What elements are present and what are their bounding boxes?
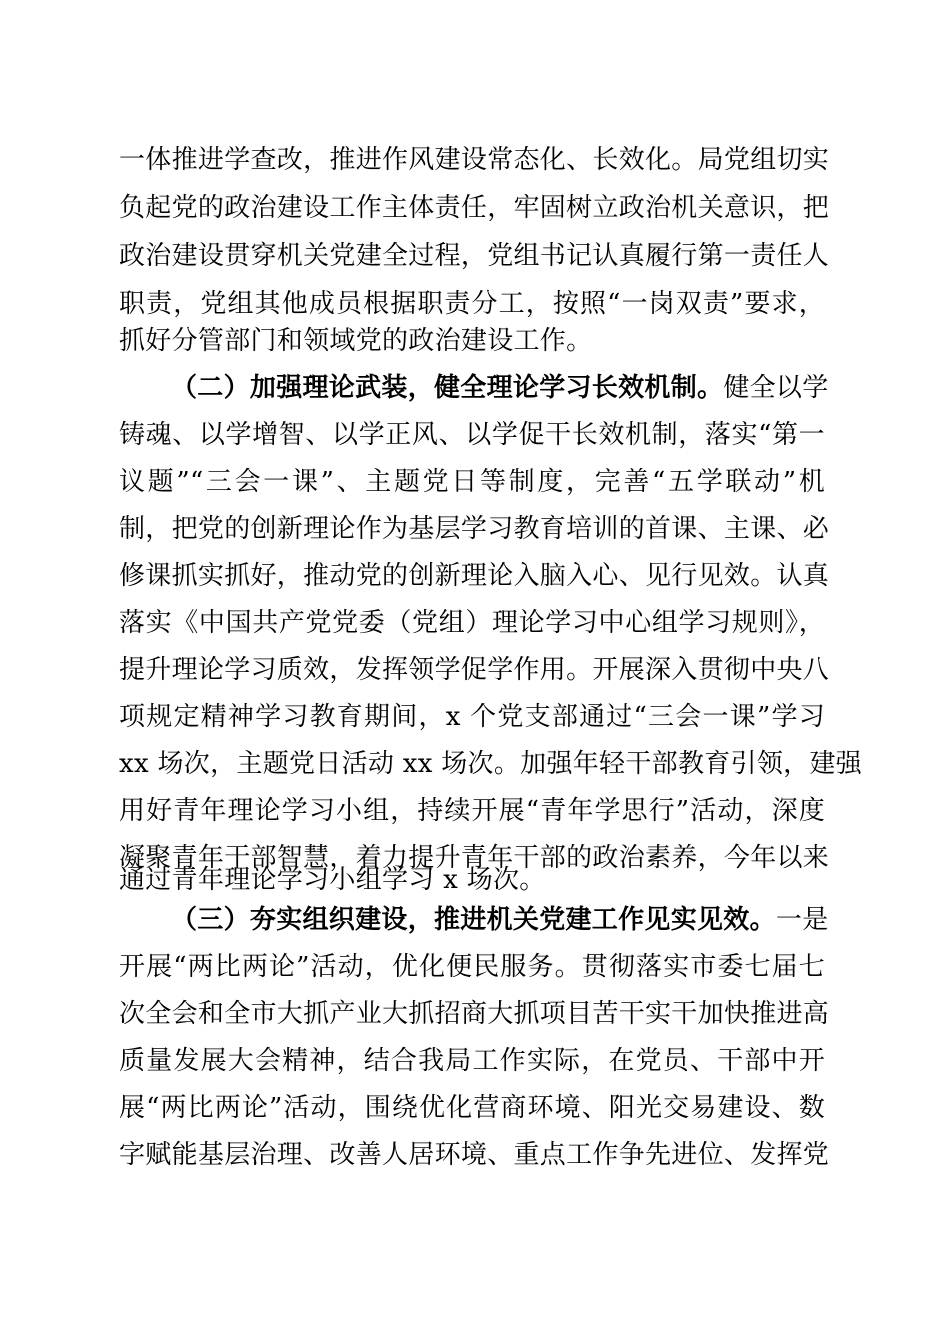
paragraph-2-heading: （二）加强理论武装，健全理论学习长效机制。 — [171, 373, 724, 403]
paragraph-2-line-2: 铸魂、以学增智、以学正风、以学促干长效机制，落实“第一 — [119, 420, 825, 450]
paragraph-2-line-3: 议题”“三会一课”、主题党日等制度，完善“五学联动”机 — [119, 467, 825, 497]
paragraph-2-line-11: 凝聚青年干部智慧，着力提升青年干部的政治素养，今年以来 — [119, 843, 830, 873]
paragraph-3-line-3: 次全会和全市大抓产业大抓招商大抓项目苦干实干加快推进高 — [119, 999, 830, 1029]
paragraph-1-line-4: 职责，党组其他成员根据职责分工，按照“一岗双责”要求， — [119, 289, 825, 319]
paragraph-2-line-7: 提升理论学习质效，发挥领学促学作用。开展深入贯彻中央八 — [119, 655, 830, 685]
paragraph-2-line-4: 制，把党的创新理论作为基层学习教育培训的首课、主课、必 — [119, 514, 830, 544]
paragraph-2-line-6: 落实《中国共产党党委（党组）理论学习中心组学习规则》， — [119, 608, 825, 638]
paragraph-3-line-5: 展“两比两论”活动，围绕优化营商环境、阳光交易建设、数 — [119, 1093, 825, 1123]
paragraph-2-line-12: 通过青年理论学习小组学习 x 场次。 — [119, 865, 546, 895]
paragraph-2-first-line-rest: 健全以学 — [723, 373, 829, 403]
paragraph-3-first-line-rest: 一是 — [775, 905, 829, 935]
paragraph-2-line-9: xx 场次，主题党日活动 xx 场次。加强年轻干部教育引领，建强 — [119, 749, 863, 779]
paragraph-1-line-3: 政治建设贯穿机关党建全过程，党组书记认真履行第一责任人 — [119, 241, 830, 271]
paragraph-1-line-1: 一体推进学查改，推进作风建设常态化、长效化。局党组切实 — [119, 145, 830, 175]
paragraph-3-line-2: 开展“两比两论”活动，优化便民服务。贯彻落实市委七届七 — [119, 952, 825, 982]
paragraph-2-line-8: 项规定精神学习教育期间，x 个党支部通过“三会一课”学习 — [119, 702, 825, 732]
paragraph-2-line-5: 修课抓实抓好，推动党的创新理论入脑入心、见行见效。认真 — [119, 561, 830, 591]
paragraph-3-first-line — [171, 898, 829, 942]
paragraph-2-first-line — [171, 366, 829, 410]
paragraph-1-line-5: 抓好分管部门和领域党的政治建设工作。 — [119, 326, 593, 356]
paragraph-2-line-10: 用好青年理论学习小组，持续开展“青年学思行”活动，深度 — [119, 796, 825, 826]
paragraph-3-heading: （三）夯实组织建设，推进机关党建工作见实见效。 — [171, 905, 776, 935]
paragraph-1-line-2: 负起党的政治建设工作主体责任，牢固树立政治机关意识，把 — [119, 193, 830, 223]
paragraph-3-line-4: 质量发展大会精神，结合我局工作实际，在党员、干部中开 — [119, 1046, 825, 1076]
paragraph-3-line-6: 字赋能基层治理、改善人居环境、重点工作争先进位、发挥党 — [119, 1140, 830, 1170]
